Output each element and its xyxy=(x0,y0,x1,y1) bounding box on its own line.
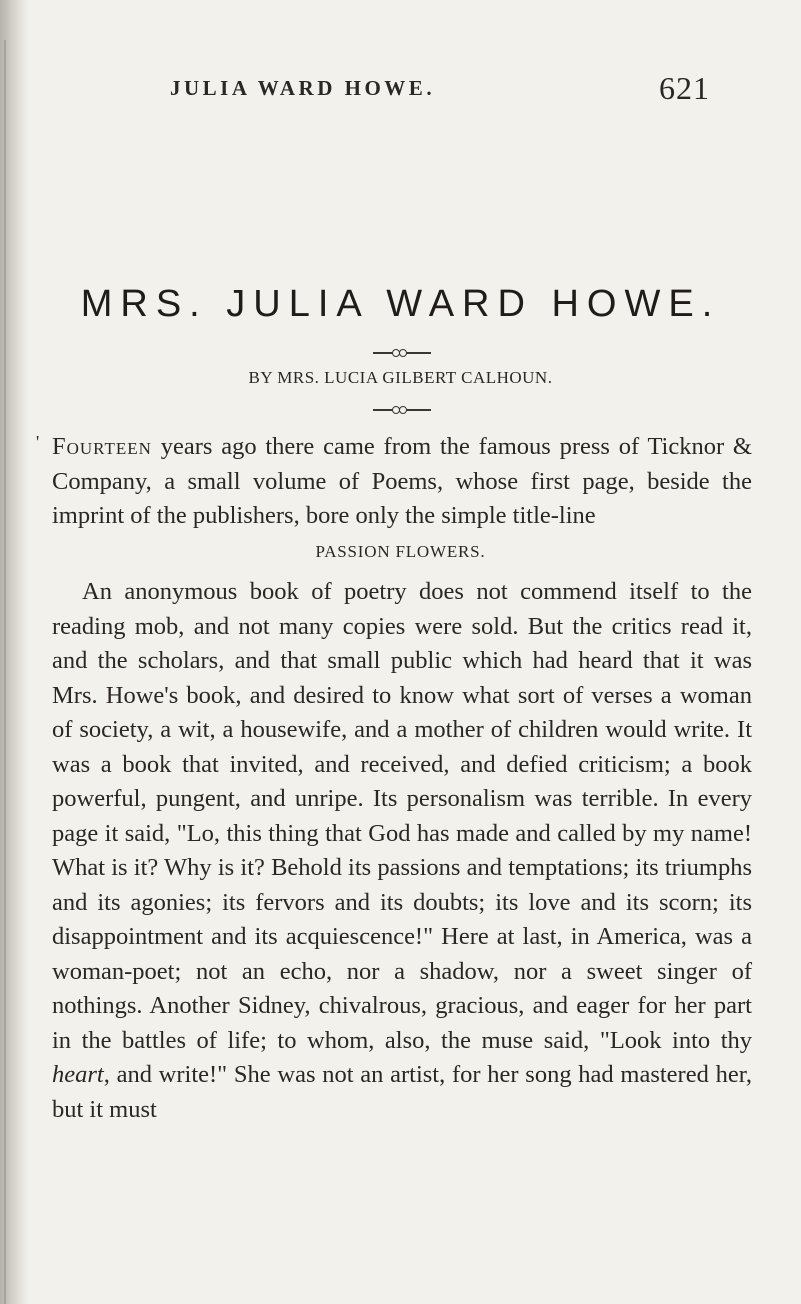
paragraph-1 xyxy=(52,430,752,534)
ornament-rule-bottom xyxy=(373,405,431,415)
paragraph-2-emphasis: heart xyxy=(52,1061,104,1088)
page-number: 621 xyxy=(659,70,710,106)
stray-mark: ' xyxy=(36,432,40,452)
paragraph-2-text-b: , and write!" She was not an artist, for her song had mastered her, but it must xyxy=(52,1061,752,1123)
book-title-line: PASSION FLOWERS. xyxy=(315,542,486,561)
paragraph-2 xyxy=(52,575,752,1127)
paragraph-2-text-a: An anonymous book of poetry does not commend itself to the reading mob, and not many copies were sold. But the critics read it, and the scholars, and that small public which had heard that it was Mrs. Howe's book, and desired to know what sort of verses a woman of society, a wit, a housewife, and a mother of children would write. It was a book that invited, and received, and defied criticism; a book powerful, pungent, and unripe. Its personalism was terrible. In every page it said, "Lo, this thing that God has made and called by my name! What is it? Why is it? Behold its passions and temptations; its triumphs and its agonies; its fervors and its doubts; its love and its scorn; its disappointment and its acquiescence!" Here at last, in America, was a woman-poet; not an echo, nor a shadow, nor a sweet singer of nothings. Another Sidney, chivalrous, gracious, and eager for her part in the battles of life; to whom, also, the muse said, "Look into thy xyxy=(52,578,752,1054)
article-title: MRS. JULIA WARD HOWE. xyxy=(80,283,721,325)
paragraph-1-text: years ago there came from the famous press of Ticknor & Company, a small volume of Poems, whose first page, beside the imprint of the publishers, bore only the simple title-line xyxy=(52,433,752,529)
paragraph-1-lead: Fourteen xyxy=(52,433,152,460)
running-title: JULIA WARD HOWE. xyxy=(170,76,436,100)
byline: BY MRS. LUCIA GILBERT CALHOUN. xyxy=(248,368,553,387)
ornament-rule-top xyxy=(373,348,431,358)
binding-edge xyxy=(4,40,6,1304)
